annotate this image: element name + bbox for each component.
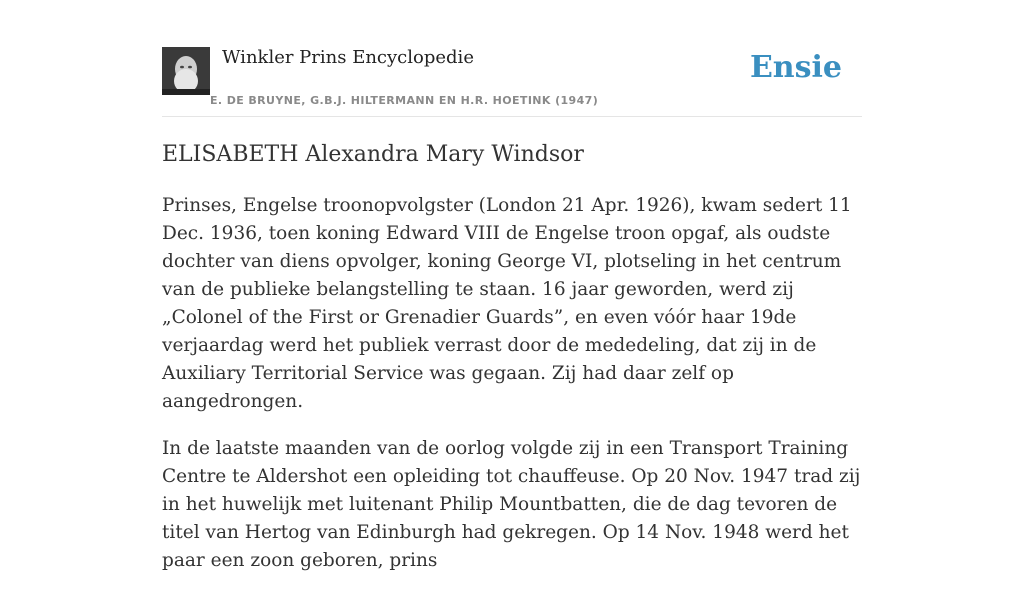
- portrait-image: [162, 47, 210, 95]
- portrait-avatar-icon[interactable]: [162, 47, 210, 95]
- entry-paragraph: Prinses, Engelse troonopvolgster (London 21 Apr. 1926), kwam sedert 11 Dec. 1936, toen koning Edward VIII de Engelse troon opgaf, als oudste dochter van diens opvolger, koning George VI, plotseling in het centrum van de publieke belangstelling te staan. 16 jaar geworden, werd zij „Colonel of the First or Grenadier Guards”, en even vóór haar 19de verjaardag werd het publiek verrast door de mededeling, dat zij in de Auxiliary Territorial Service was gegaan. Zij had daar zelf op aangedrongen.: [162, 195, 852, 412]
- source-header: [162, 0, 862, 117]
- page: [162, 0, 862, 571]
- source-authors: E. DE BRUYNE, G.B.J. HILTERMANN EN H.R. HOETINK (1947): [210, 94, 599, 107]
- brand-logo[interactable]: Ensie: [749, 50, 842, 85]
- entry-body: [162, 192, 862, 594]
- entry-title: ELISABETH Alexandra Mary Windsor: [162, 142, 584, 167]
- source-title[interactable]: Winkler Prins Encyclopedie: [222, 47, 474, 68]
- entry-paragraph: In de laatste maanden van de oorlog volgde zij in een Transport Training Centre te Aldershot een opleiding tot chauffeuse. Op 20 Nov. 1947 trad zij in het huwelijk met luitenant Philip Mountbatten, die de dag tevoren de titel van Hertog van Edinburgh had gekregen. Op 14 Nov. 1948 werd het paar een zoon geboren, prins: [162, 438, 861, 571]
